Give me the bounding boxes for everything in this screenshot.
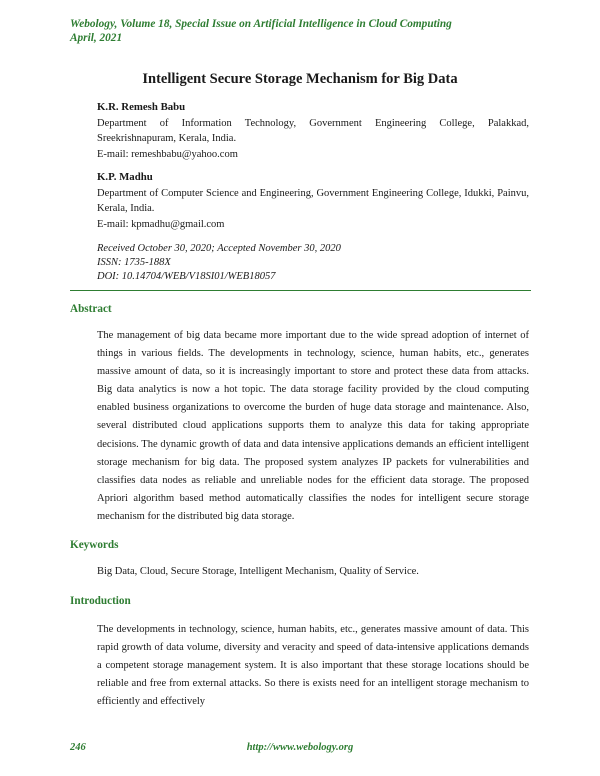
paper-title: Intelligent Secure Storage Mechanism for Big Data [142, 71, 458, 87]
author-affiliation: Department of Information Technology, Government Engineering College, Palakkad, Sreekrishnapuram, Kerala, India. [97, 117, 529, 144]
keywords-text: Big Data, Cloud, Secure Storage, Intelligent Mechanism, Quality of Service. [97, 566, 419, 577]
footer-url[interactable]: http://www.webology.org [246, 742, 354, 753]
author-email: E-mail: kpmadhu@gmail.com [97, 218, 225, 230]
journal-header-line2: April, 2021 [70, 32, 123, 44]
doi: DOI: 10.14704/WEB/V18SI01/WEB18057 [97, 271, 276, 283]
author-name: K.R. Remesh Babu [97, 101, 186, 113]
author-name: K.P. Madhu [97, 171, 153, 183]
keywords-heading: Keywords [70, 539, 119, 551]
author-block-1 [97, 100, 529, 162]
author-affiliation: Department of Computer Science and Engineering, Government Engineering College, Idukki, Painvu, Kerala, India. [97, 187, 529, 214]
publication-dates [97, 242, 529, 285]
author-email: E-mail: remeshbabu@yahoo.com [97, 148, 238, 160]
received-accepted: Received October 30, 2020; Accepted November 30, 2020 [97, 243, 341, 254]
author-block-2 [97, 170, 529, 232]
page-number: 246 [70, 742, 86, 753]
introduction-heading: Introduction [70, 595, 131, 607]
header-divider [70, 290, 531, 291]
abstract-heading: Abstract [70, 303, 112, 315]
introduction-text: The developments in technology, science, human habits, etc., generates massive amount of data. This rapid growth of data volume, diversity and veracity and speed of data-intensive applications demands a competent storage management system. It is also important that these storage locations should be reliable and free from external attacks. So there is exists need for an intelligent storage mechanism to efficiently and effectively [97, 624, 529, 708]
journal-header [70, 17, 540, 45]
journal-header-line1: Webology, Volume 18, Special Issue on Artificial Intelligence in Cloud Computing [70, 18, 452, 30]
abstract-text: The management of big data became more important due to the wide spread adoption of internet of things in various fields. The developments in technology, science, human habits, etc., generates massive amount of data, so it is increasingly important to store and protect these data from attacks. Big data analytics is now a hot topic. The data storage facility provided by the cloud computing enabled business organizations to overcome the burden of huge data storage and maintenance. Also, several distributed cloud applications supports them to analyze this data for taking appropriate decisions. The dynamic growth of data and data intensive applications demands an efficient intelligent storage mechanism for big data. The proposed system analyzes IP packets for vulnerabilities and classifies data nodes as reliable and unreliable nodes for the efficient data storage. The proposed Apriori algorithm based method automatically classifies the nodes for intelligent secure storage mechanism for the distributed big data storage. [97, 330, 529, 522]
issn: ISSN: 1735-188X [97, 257, 171, 269]
